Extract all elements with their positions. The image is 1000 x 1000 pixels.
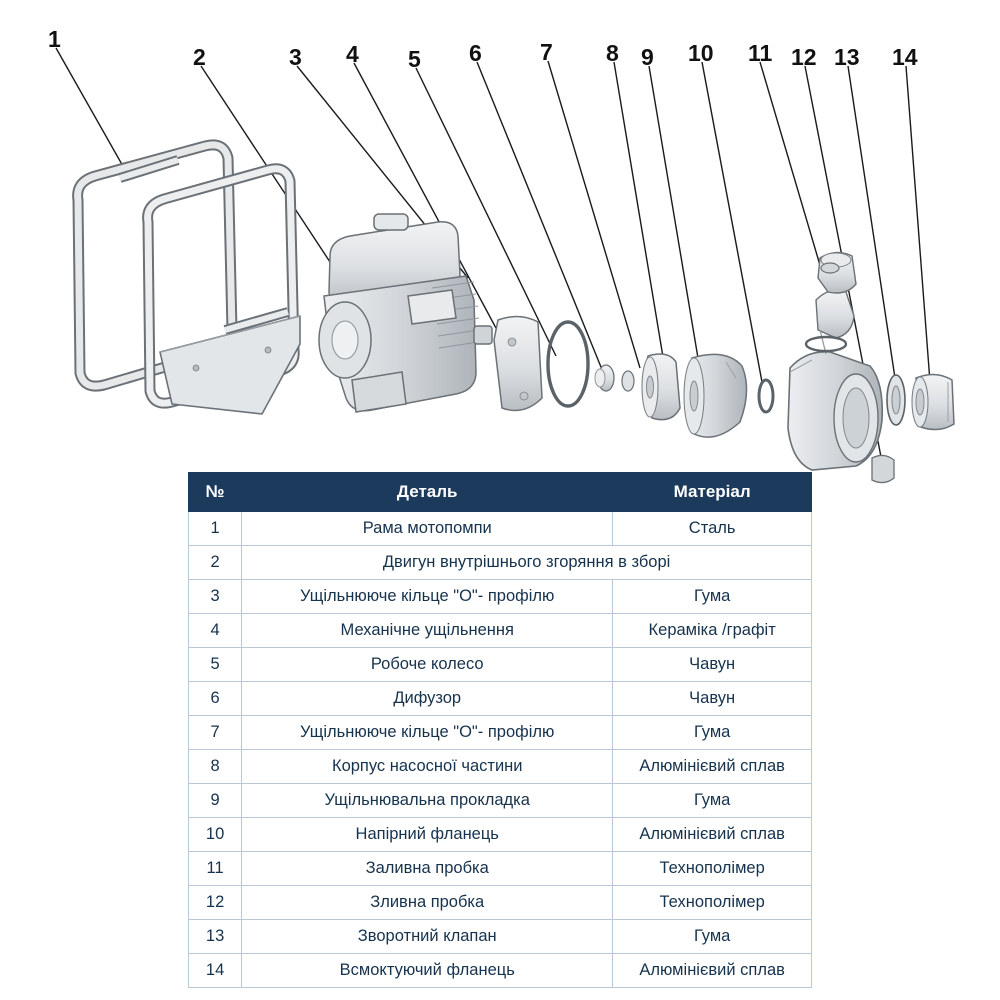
cell-material: Алюмінієвий сплав — [613, 750, 812, 784]
callout-13: 13 — [834, 44, 860, 70]
part-engine — [319, 214, 492, 412]
cell-material: Чавун — [613, 648, 812, 682]
cell-part: Всмоктуючий фланець — [242, 954, 613, 988]
cell-number: 7 — [189, 716, 242, 750]
callout-4: 4 — [346, 41, 359, 67]
part-oring-large — [548, 322, 588, 406]
part-frame — [78, 145, 300, 414]
table-row — [189, 784, 812, 818]
callout-3: 3 — [289, 44, 302, 70]
cell-material: Алюмінієвий сплав — [613, 818, 812, 852]
callout-2: 2 — [193, 44, 206, 70]
header-part: Деталь — [242, 473, 613, 512]
cell-part: Механічне ущільнення — [242, 614, 613, 648]
cell-material: Технополімер — [613, 886, 812, 920]
table-row — [189, 750, 812, 784]
cell-part: Рама мотопомпи — [242, 512, 613, 546]
part-oring-small — [759, 380, 773, 412]
cell-part: Напірний фланець — [242, 818, 613, 852]
cell-number: 5 — [189, 648, 242, 682]
callout-7: 7 — [540, 39, 553, 65]
table-row — [189, 580, 812, 614]
table-row — [189, 682, 812, 716]
cell-number: 3 — [189, 580, 242, 614]
cell-number: 13 — [189, 920, 242, 954]
parts-table — [188, 472, 812, 988]
cell-material: Чавун — [613, 682, 812, 716]
cell-number: 1 — [189, 512, 242, 546]
callout-11: 11 — [748, 40, 773, 66]
part-impeller — [642, 354, 680, 420]
cell-part: Зворотний клапан — [242, 920, 613, 954]
table-row — [189, 716, 812, 750]
cell-number: 2 — [189, 546, 242, 580]
table-row — [189, 512, 812, 546]
table-row — [189, 920, 812, 954]
cell-part: Дифузор — [242, 682, 613, 716]
table-row — [189, 818, 812, 852]
table-row — [189, 546, 812, 580]
part-discharge-flange — [818, 252, 856, 293]
cell-number: 10 — [189, 818, 242, 852]
table-header-row — [189, 473, 812, 512]
header-material: Матеріал — [613, 473, 812, 512]
cell-part: Заливна пробка — [242, 852, 613, 886]
table-row — [189, 852, 812, 886]
cell-material: Гума — [613, 920, 812, 954]
part-pump-housing — [788, 290, 882, 470]
cell-number: 12 — [189, 886, 242, 920]
callout-8: 8 — [606, 40, 619, 66]
table-row — [189, 954, 812, 988]
cell-part: Двигун внутрішнього згоряння в зборі — [242, 546, 812, 580]
cell-part: Зливна пробка — [242, 886, 613, 920]
cell-material: Гума — [613, 716, 812, 750]
part-drain-plug — [872, 455, 894, 482]
cell-number: 14 — [189, 954, 242, 988]
cell-material: Гума — [613, 580, 812, 614]
callout-9: 9 — [641, 44, 654, 70]
part-diffuser — [684, 354, 747, 437]
part-filler-plug — [821, 263, 839, 273]
cell-part: Ущільнююче кільце "О"- профілю — [242, 580, 613, 614]
table-row — [189, 614, 812, 648]
cell-number: 9 — [189, 784, 242, 818]
table-row — [189, 648, 812, 682]
cell-material: Сталь — [613, 512, 812, 546]
part-suction-flange — [912, 374, 954, 429]
cell-number: 4 — [189, 614, 242, 648]
cell-part: Ущільнювальна прокладка — [242, 784, 613, 818]
cell-number: 11 — [189, 852, 242, 886]
callout-5: 5 — [408, 46, 421, 72]
cell-material: Гума — [613, 784, 812, 818]
cell-part: Ущільнююче кільце "О"- профілю — [242, 716, 613, 750]
cell-material: Технополімер — [613, 852, 812, 886]
cell-number: 8 — [189, 750, 242, 784]
callout-1: 1 — [48, 26, 61, 52]
callout-10: 10 — [688, 40, 714, 66]
cell-part: Робоче колесо — [242, 648, 613, 682]
cell-number: 6 — [189, 682, 242, 716]
callout-6: 6 — [469, 40, 482, 66]
cell-material: Кераміка /графіт — [613, 614, 812, 648]
part-mechanical-seal — [595, 365, 634, 391]
cell-part: Корпус насосної частини — [242, 750, 613, 784]
cell-material: Алюмінієвий сплав — [613, 954, 812, 988]
part-check-valve — [887, 375, 905, 425]
part-gasket — [806, 337, 846, 351]
parts-table-container — [188, 472, 812, 988]
header-number: № — [189, 473, 242, 512]
callout-14: 14 — [892, 44, 918, 70]
table-row — [189, 886, 812, 920]
parts-table-body — [189, 512, 812, 988]
callout-12: 12 — [791, 44, 817, 70]
part-backplate — [494, 316, 542, 410]
